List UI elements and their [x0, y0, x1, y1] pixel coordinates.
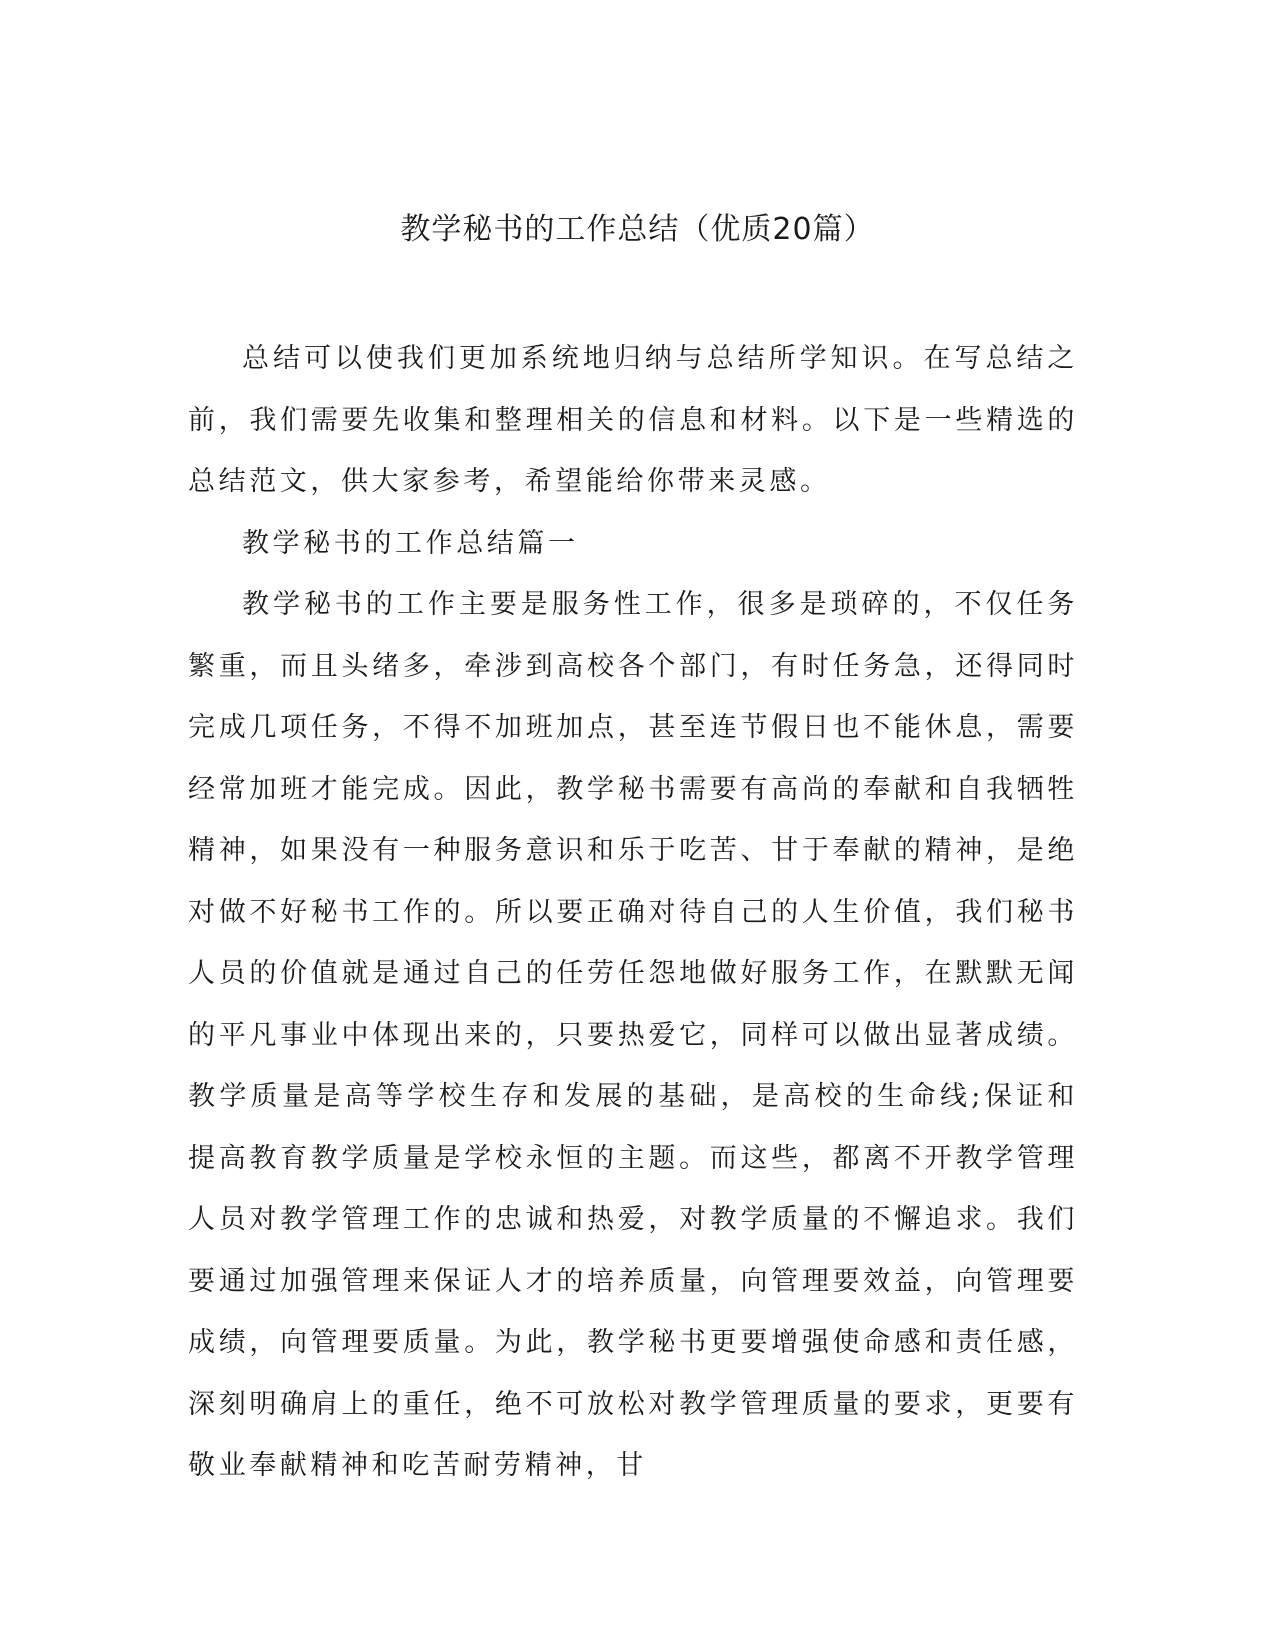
section-heading: 教学秘书的工作总结篇一	[242, 527, 579, 559]
body-paragraph: 教学秘书的工作主要是服务性工作，很多是琐碎的，不仅任务繁重，而且头绪多，牵涉到高校各个部门，有时任务急，还得同时完成几项任务，不得不加班加点，甚至连节假日也不能休息，需要经常加班才能完成。因此，教学秘书需要有高尚的奉献和自我牺牲精神，如果没有一种服务意识和乐于吃苦、甘于奉献的精神，是绝对做不好秘书工作的。所以要正确对待自己的人生价值，我们秘书人员的价值就是通过自己的任劳任怨地做好服务工作，在默默无闻的平凡事业中体现出来的，只要热爱它，同样可以做出显著成绩。教学质量是高等学校生存和发展的基础，是高校的生命线;保证和提高教育教学质量是学校永恒的主题。而这些，都离不开教学管理人员对教学管理工作的忠诚和热爱，对教学质量的不懈追求。我们要通过加强管理来保证人才的培养质量，向管理要效益，向管理要成绩，向管理要质量。为此，教学秘书更要增强使命感和责任感，深刻明确肩上的重任，绝不可放松对教学管理质量的要求，更要有敬业奉献精神和吃苦耐劳精神，甘	[188, 589, 1078, 1481]
document-title: 教学秘书的工作总结（优质20篇）	[400, 212, 875, 247]
document-body	[188, 328, 1078, 1497]
intro-paragraph: 总结可以使我们更加系统地归纳与总结所学知识。在写总结之前，我们需要先收集和整理相关的信息和材料。以下是一些精选的总结范文，供大家参考，希望能给你带来灵感。	[188, 343, 1078, 497]
